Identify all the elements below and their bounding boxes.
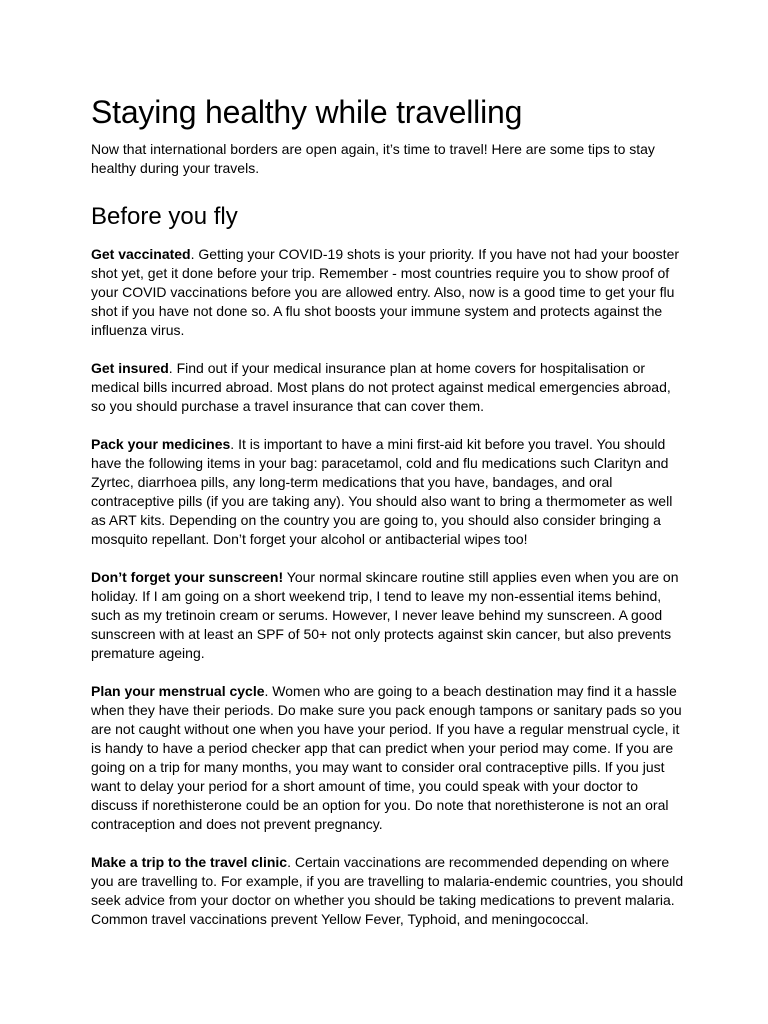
paragraph-get-insured	[91, 359, 687, 416]
paragraph-menstrual-cycle	[91, 682, 687, 834]
paragraph-lead: Don’t forget your sunscreen!	[91, 569, 284, 585]
paragraph-lead: Get insured	[91, 360, 169, 376]
document-page	[91, 92, 687, 948]
paragraph-lead: Make a trip to the travel clinic	[91, 854, 288, 870]
paragraph-body: . It is important to have a mini first-aid kit before you travel. You should have the following items in your bag: paracetamol, cold and flu medications such Clarityn and Zyrtec, diarrhoea pills, any long-term medications that you have, bandages, and oral contraceptive pills (if you are taking any). You should also want to bring a thermometer as well as ART kits. Depending on the country you are going to, you should also consider bringing a mosquito repellant. Don’t forget your alcohol or antibacterial wipes too!	[91, 436, 673, 547]
paragraph-get-vaccinated	[91, 245, 687, 340]
paragraph-lead: Get vaccinated	[91, 246, 191, 262]
document-title: Staying healthy while travelling	[91, 94, 523, 130]
paragraph-body: . Find out if your medical insurance plan at home covers for hospitalisation or medical bills incurred abroad. Most plans do not protect against medical emergencies abroad, so you should purchase a travel insurance that can cover them.	[91, 360, 671, 414]
paragraph-lead: Plan your menstrual cycle	[91, 683, 265, 699]
paragraph-body: . Women who are going to a beach destination may find it a hassle when they have their periods. Do make sure you pack enough tampons or sanitary pads so you are not caught without one when you have your period. If you have a regular menstrual cycle, it is handy to have a period checker app that can predict when your period may come. If you are going on a trip for many months, you may want to consider oral contraceptive pills. If you just want to delay your period for a short amount of time, you could speak with your doctor to discuss if norethisterone could be an option for you. Do note that norethisterone is not an oral contraception and does not prevent pregnancy.	[91, 683, 682, 832]
paragraph-body: Your normal skincare routine still applies even when you are on holiday. If I am going on a short weekend trip, I tend to leave my non-essential items behind, such as my tretinoin cream or serums. However, I never leave behind my sunscreen. A good sunscreen with at least an SPF of 50+ not only protects against skin cancer, but also prevents premature ageing.	[91, 569, 679, 661]
paragraph-sunscreen	[91, 568, 687, 663]
paragraph-travel-clinic	[91, 853, 687, 929]
paragraph-body: . Certain vaccinations are recommended depending on where you are travelling to. For example, if you are travelling to malaria-endemic countries, you should seek advice from your doctor on whether you should be taking medications to prevent malaria. Common travel vaccinations prevent Yellow Fever, Typhoid, and meningococcal.	[91, 854, 684, 927]
paragraph-body: . Getting your COVID-19 shots is your priority. If you have not had your booster shot yet, get it done before your trip. Remember - most countries require you to show proof of your COVID vaccinations before you are allowed entry. Also, now is a good time to get your flu shot if you have not done so. A flu shot boosts your immune system and protects against the influenza virus.	[91, 246, 680, 338]
paragraph-pack-medicines	[91, 435, 687, 549]
paragraph-lead: Pack your medicines	[91, 436, 231, 452]
section-heading: Before you fly	[91, 203, 238, 230]
intro-paragraph: Now that international borders are open again, it’s time to travel! Here are some tips to stay healthy during your travels.	[91, 141, 655, 176]
